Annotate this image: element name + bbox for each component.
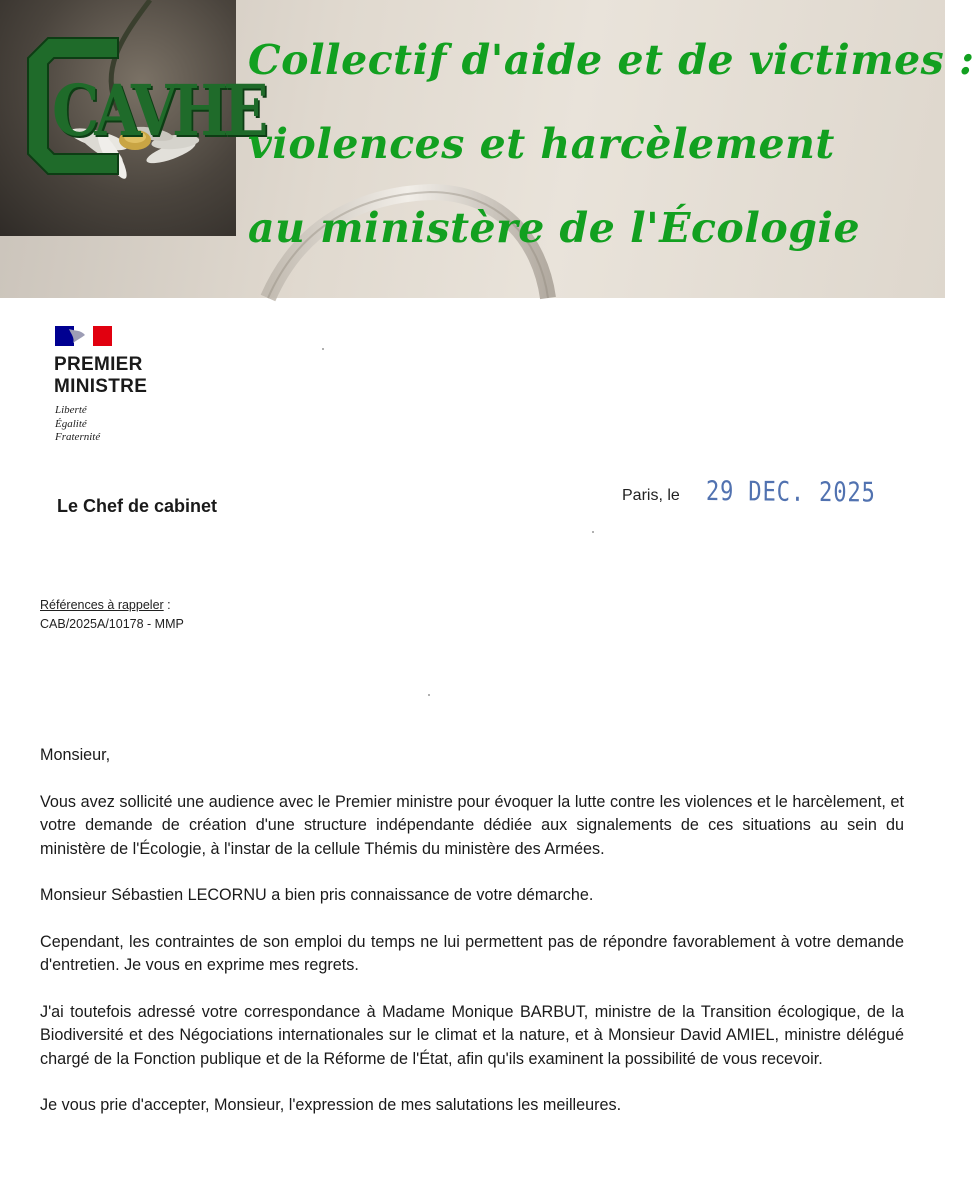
motto-egalite: Égalité — [55, 417, 87, 430]
letter-paragraph-4: J'ai toutefois adressé votre correspondance à Madame Monique BARBUT, ministre de la Transition écologique, de la Biodiversité et des Négociations internationales sur le climat et la nature, et à Monsieur David AMIEL, ministre délégué chargé de la Fonction publique et de la Réforme de l'État, afin qu'ils examinent la possibilité de vous recevoir. — [40, 1002, 904, 1068]
references-label — [40, 598, 171, 612]
letter-salutation: Monsieur, — [40, 746, 111, 764]
motto-liberte: Liberté — [55, 404, 87, 416]
date-place: Paris, le — [622, 487, 680, 504]
logo-text: CAVHE — [52, 69, 264, 152]
cavhe-logo — [0, 0, 264, 236]
sender-title: Le Chef de cabinet — [57, 496, 218, 516]
government-name — [54, 354, 147, 398]
scan-speck — [322, 348, 324, 350]
government-name-line-1: PREMIER — [54, 354, 143, 375]
republic-flag-logo — [55, 326, 112, 346]
letter-paragraph-3: Cependant, les contraintes de son emploi du temps ne lui permettent pas de répondre favorablement à votre demande d'entretien. Je vous en exprime mes regrets. — [40, 932, 904, 974]
references-label-text: Références à rappeler — [40, 598, 164, 612]
banner-title-line-3: au ministère de l'Écologie — [248, 204, 861, 252]
banner-title — [248, 18, 975, 270]
scan-speck — [592, 531, 594, 533]
header-banner — [0, 0, 975, 298]
banner-title-line-1: Collectif d'aide et de victimes : — [248, 36, 975, 84]
letter-closing: Je vous prie d'accepter, Monsieur, l'expression de mes salutations les meilleures. — [40, 1096, 622, 1114]
references-value: CAB/2025A/10178 - MMP — [40, 617, 184, 631]
letter-paragraph-2: Monsieur Sébastien LECORNU a bien pris connaissance de votre démarche. — [40, 886, 594, 904]
government-name-line-2: MINISTRE — [54, 376, 148, 397]
letter-body — [40, 744, 904, 1141]
motto-fraternite: Fraternité — [55, 431, 101, 443]
references-label-suffix: : — [163, 598, 171, 612]
date-stamp: 29 DEC. 2025 — [705, 476, 876, 509]
scan-speck — [428, 694, 430, 696]
banner-title-line-2: violences et harcèlement — [248, 120, 835, 168]
republic-motto — [55, 404, 100, 445]
letter-paragraph-1: Vous avez sollicité une audience avec le Premier ministre pour évoquer la lutte contre les violences et le harcèlement, et votre demande de création d'une structure indépendante dédiée aux signalements de ces situations au sein du ministère de l'Écologie, à l'instar de la cellule Thémis du ministère des Armées. — [40, 792, 904, 858]
